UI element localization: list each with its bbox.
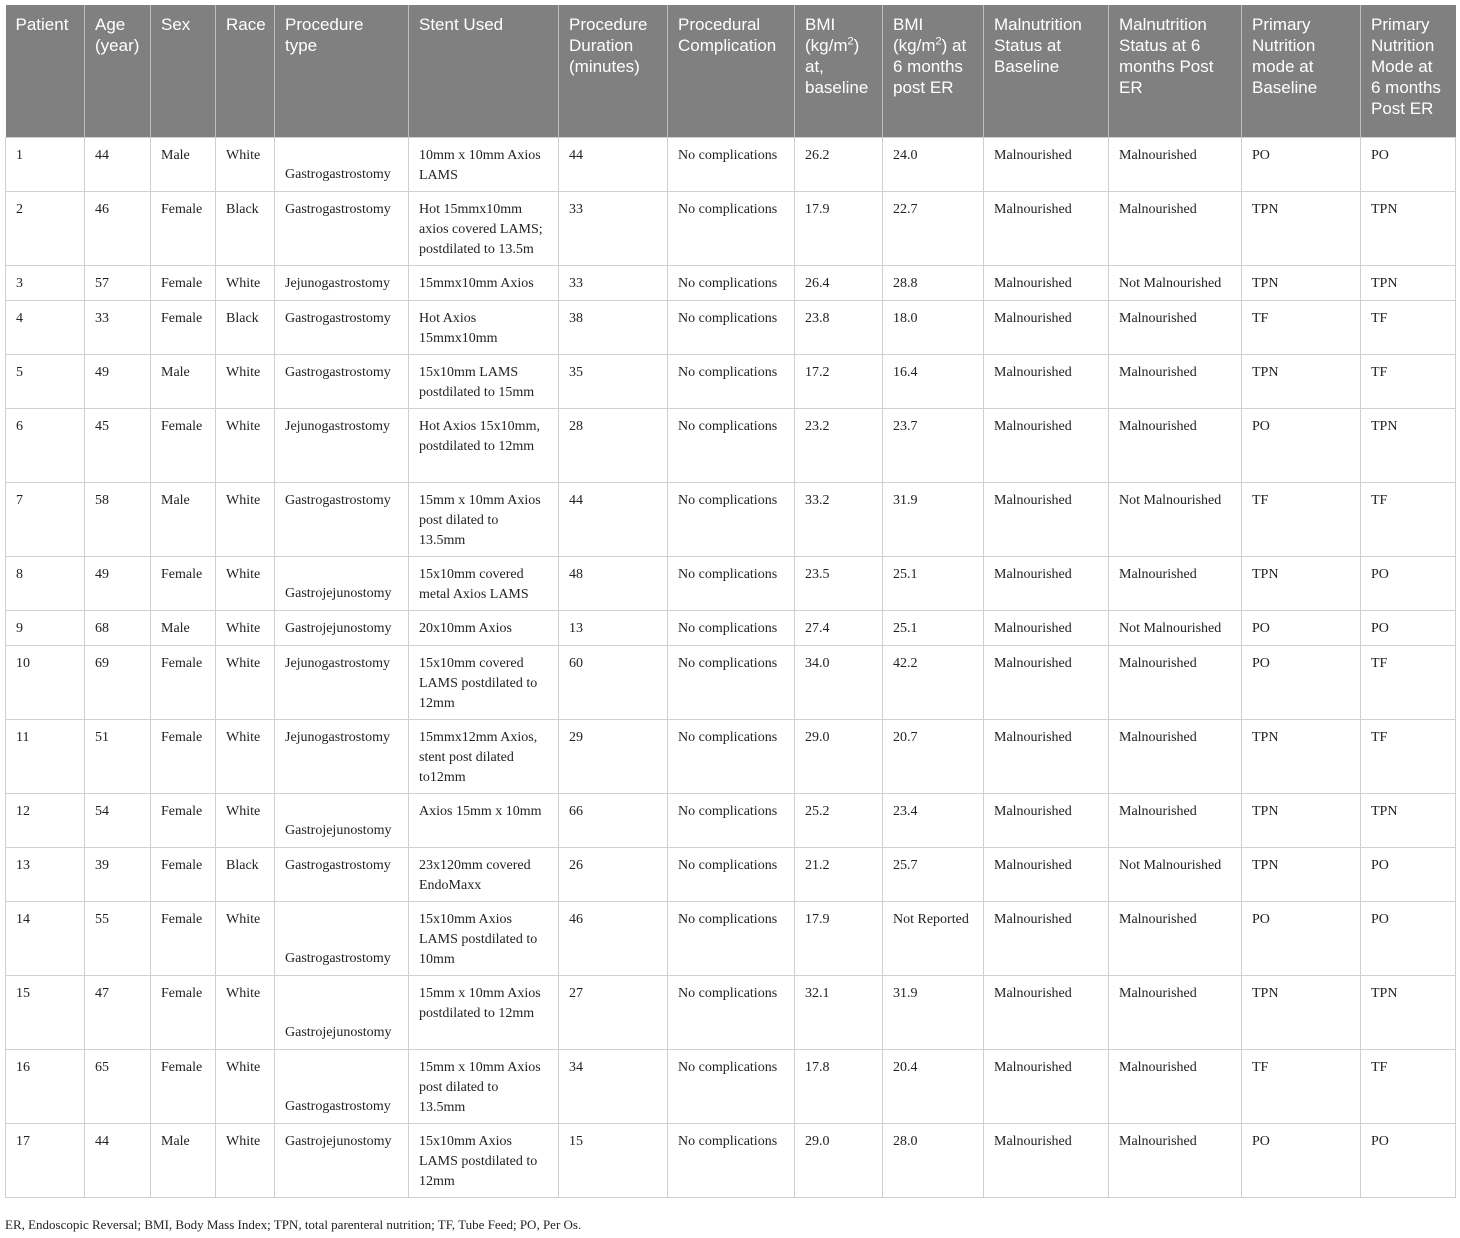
- cell-nutrition-mode-6-months: TF: [1361, 482, 1456, 556]
- cell-nutrition-mode-6-months: PO: [1361, 901, 1456, 975]
- header-bmi-6-months: BMI $(kg/m^2)$ at 6 months post ER: [883, 5, 984, 137]
- cell-malnutrition-6-months: Malnourished: [1109, 408, 1242, 482]
- cell-malnutrition-6-months: Malnourished: [1109, 645, 1242, 719]
- cell-procedure-duration: 15: [559, 1123, 668, 1197]
- cell-race: White: [216, 645, 275, 719]
- cell-malnutrition-baseline: Malnourished: [984, 847, 1109, 901]
- cell-race: White: [216, 975, 275, 1049]
- cell-bmi-6-months: 28.8: [883, 265, 984, 300]
- cell-race: White: [216, 1049, 275, 1123]
- header-row: [6, 5, 1456, 137]
- table-row: [6, 610, 1456, 645]
- cell-race: Black: [216, 847, 275, 901]
- cell-stent-used: 15mmx12mm Axios, stent post dilated to12mm: [409, 719, 559, 793]
- cell-procedural-complication: No complications: [668, 1049, 795, 1123]
- table-row: [6, 137, 1456, 191]
- cell-procedure-duration: 48: [559, 556, 668, 610]
- table-row: [6, 265, 1456, 300]
- cell-sex: Female: [151, 556, 216, 610]
- cell-procedural-complication: No complications: [668, 610, 795, 645]
- table-row: [6, 793, 1456, 847]
- cell-race: White: [216, 610, 275, 645]
- cell-nutrition-mode-baseline: PO: [1242, 901, 1361, 975]
- cell-race: White: [216, 901, 275, 975]
- table-row: [6, 408, 1456, 482]
- cell-malnutrition-6-months: Malnourished: [1109, 719, 1242, 793]
- cell-procedure-duration: 33: [559, 191, 668, 265]
- cell-malnutrition-6-months: Malnourished: [1109, 191, 1242, 265]
- cell-patient: 14: [6, 901, 85, 975]
- cell-bmi-6-months: 28.0: [883, 1123, 984, 1197]
- cell-nutrition-mode-baseline: TPN: [1242, 793, 1361, 847]
- cell-malnutrition-baseline: Malnourished: [984, 975, 1109, 1049]
- cell-bmi-6-months: 22.7: [883, 191, 984, 265]
- cell-patient: 8: [6, 556, 85, 610]
- cell-malnutrition-baseline: Malnourished: [984, 610, 1109, 645]
- cell-procedure-duration: 34: [559, 1049, 668, 1123]
- cell-sex: Female: [151, 408, 216, 482]
- cell-procedure-duration: 44: [559, 137, 668, 191]
- cell-bmi-6-months: 20.7: [883, 719, 984, 793]
- cell-malnutrition-baseline: Malnourished: [984, 408, 1109, 482]
- cell-nutrition-mode-baseline: TF: [1242, 300, 1361, 354]
- table-row: [6, 847, 1456, 901]
- cell-age: 33: [85, 300, 151, 354]
- cell-nutrition-mode-baseline: TPN: [1242, 719, 1361, 793]
- cell-sex: Female: [151, 645, 216, 719]
- cell-stent-used: 15x10mm Axios LAMS postdilated to 12mm: [409, 1123, 559, 1197]
- cell-bmi-6-months: 23.4: [883, 793, 984, 847]
- cell-sex: Female: [151, 901, 216, 975]
- cell-nutrition-mode-baseline: PO: [1242, 137, 1361, 191]
- cell-sex: Female: [151, 975, 216, 1049]
- cell-malnutrition-baseline: Malnourished: [984, 300, 1109, 354]
- cell-stent-used: 15x10mm covered LAMS postdilated to 12mm: [409, 645, 559, 719]
- cell-malnutrition-baseline: Malnourished: [984, 719, 1109, 793]
- cell-nutrition-mode-baseline: TPN: [1242, 975, 1361, 1049]
- cell-bmi-baseline: 23.2: [795, 408, 883, 482]
- cell-procedural-complication: No complications: [668, 191, 795, 265]
- cell-procedure-type: Gastrogastrostomy: [275, 482, 409, 556]
- cell-bmi-baseline: 26.4: [795, 265, 883, 300]
- cell-race: White: [216, 719, 275, 793]
- cell-bmi-baseline: 23.5: [795, 556, 883, 610]
- cell-nutrition-mode-baseline: TPN: [1242, 265, 1361, 300]
- table-row: [6, 556, 1456, 610]
- cell-nutrition-mode-baseline: PO: [1242, 1123, 1361, 1197]
- cell-age: 49: [85, 354, 151, 408]
- cell-bmi-6-months: 25.1: [883, 610, 984, 645]
- header-malnutrition-6-months: Malnutrition Status at 6 months Post ER: [1109, 5, 1242, 137]
- cell-bmi-6-months: 16.4: [883, 354, 984, 408]
- cell-nutrition-mode-baseline: TPN: [1242, 556, 1361, 610]
- cell-procedure-type: Gastrojejunostomy: [275, 556, 409, 610]
- cell-malnutrition-baseline: Malnourished: [984, 1049, 1109, 1123]
- cell-stent-used: 15mm x 10mm Axios postdilated to 12mm: [409, 975, 559, 1049]
- cell-malnutrition-6-months: Malnourished: [1109, 354, 1242, 408]
- cell-age: 57: [85, 265, 151, 300]
- cell-age: 54: [85, 793, 151, 847]
- cell-bmi-6-months: 25.1: [883, 556, 984, 610]
- cell-procedural-complication: No complications: [668, 847, 795, 901]
- cell-procedure-duration: 44: [559, 482, 668, 556]
- cell-bmi-6-months: 42.2: [883, 645, 984, 719]
- cell-malnutrition-6-months: Not Malnourished: [1109, 610, 1242, 645]
- cell-malnutrition-baseline: Malnourished: [984, 793, 1109, 847]
- cell-bmi-baseline: 29.0: [795, 1123, 883, 1197]
- cell-procedure-duration: 28: [559, 408, 668, 482]
- cell-stent-used: 20x10mm Axios: [409, 610, 559, 645]
- cell-stent-used: 15x10mm Axios LAMS postdilated to 10mm: [409, 901, 559, 975]
- cell-malnutrition-baseline: Malnourished: [984, 137, 1109, 191]
- cell-patient: 3: [6, 265, 85, 300]
- cell-age: 68: [85, 610, 151, 645]
- cell-race: White: [216, 482, 275, 556]
- cell-stent-used: Axios 15mm x 10mm: [409, 793, 559, 847]
- cell-procedure-duration: 33: [559, 265, 668, 300]
- cell-procedure-type: Gastrojejunostomy: [275, 610, 409, 645]
- patient-table: [5, 5, 1456, 1198]
- cell-bmi-6-months: 18.0: [883, 300, 984, 354]
- cell-procedure-duration: 38: [559, 300, 668, 354]
- cell-stent-used: Hot Axios 15mmx10mm: [409, 300, 559, 354]
- cell-age: 44: [85, 1123, 151, 1197]
- cell-nutrition-mode-6-months: TPN: [1361, 265, 1456, 300]
- header-bmi-baseline: BMI $(kg/m^2)$ at, baseline: [795, 5, 883, 137]
- cell-stent-used: 15mmx10mm Axios: [409, 265, 559, 300]
- cell-malnutrition-6-months: Not Malnourished: [1109, 265, 1242, 300]
- cell-malnutrition-6-months: Malnourished: [1109, 1123, 1242, 1197]
- cell-sex: Female: [151, 793, 216, 847]
- cell-procedure-duration: 66: [559, 793, 668, 847]
- cell-malnutrition-6-months: Malnourished: [1109, 137, 1242, 191]
- cell-procedure-type: Jejunogastrostomy: [275, 645, 409, 719]
- cell-procedure-type: Jejunogastrostomy: [275, 265, 409, 300]
- cell-malnutrition-6-months: Malnourished: [1109, 300, 1242, 354]
- cell-procedure-duration: 46: [559, 901, 668, 975]
- cell-nutrition-mode-6-months: TPN: [1361, 191, 1456, 265]
- cell-procedure-duration: 60: [559, 645, 668, 719]
- header-nutrition-mode-baseline: Primary Nutrition mode at Baseline: [1242, 5, 1361, 137]
- cell-bmi-baseline: 26.2: [795, 137, 883, 191]
- cell-bmi-baseline: 33.2: [795, 482, 883, 556]
- cell-nutrition-mode-baseline: TF: [1242, 482, 1361, 556]
- table-row: [6, 645, 1456, 719]
- cell-nutrition-mode-baseline: TPN: [1242, 354, 1361, 408]
- cell-stent-used: 15mm x 10mm Axios post dilated to 13.5mm: [409, 1049, 559, 1123]
- cell-bmi-6-months: Not Reported: [883, 901, 984, 975]
- cell-procedural-complication: No complications: [668, 645, 795, 719]
- cell-procedure-type: Gastrogastrostomy: [275, 300, 409, 354]
- header-stent-used: Stent Used: [409, 5, 559, 137]
- cell-malnutrition-6-months: Malnourished: [1109, 556, 1242, 610]
- cell-bmi-baseline: 25.2: [795, 793, 883, 847]
- cell-procedural-complication: No complications: [668, 793, 795, 847]
- cell-bmi-6-months: 31.9: [883, 975, 984, 1049]
- cell-race: Black: [216, 300, 275, 354]
- cell-patient: 17: [6, 1123, 85, 1197]
- cell-race: White: [216, 556, 275, 610]
- cell-nutrition-mode-6-months: TPN: [1361, 975, 1456, 1049]
- cell-procedure-type: Gastrojejunostomy: [275, 1123, 409, 1197]
- cell-sex: Male: [151, 610, 216, 645]
- cell-nutrition-mode-6-months: TF: [1361, 300, 1456, 354]
- cell-procedural-complication: No complications: [668, 354, 795, 408]
- table-body: [6, 137, 1456, 1197]
- cell-patient: 12: [6, 793, 85, 847]
- cell-age: 58: [85, 482, 151, 556]
- cell-procedure-duration: 27: [559, 975, 668, 1049]
- cell-procedure-type: Gastrojejunostomy: [275, 975, 409, 1049]
- cell-bmi-baseline: 17.9: [795, 191, 883, 265]
- cell-malnutrition-6-months: Not Malnourished: [1109, 847, 1242, 901]
- cell-sex: Female: [151, 719, 216, 793]
- cell-age: 46: [85, 191, 151, 265]
- cell-sex: Female: [151, 1049, 216, 1123]
- cell-procedure-type: Jejunogastrostomy: [275, 719, 409, 793]
- cell-sex: Male: [151, 354, 216, 408]
- cell-nutrition-mode-baseline: PO: [1242, 645, 1361, 719]
- cell-nutrition-mode-6-months: TF: [1361, 1049, 1456, 1123]
- cell-procedure-type: Gastrojejunostomy: [275, 793, 409, 847]
- cell-bmi-6-months: 25.7: [883, 847, 984, 901]
- cell-patient: 6: [6, 408, 85, 482]
- cell-age: 69: [85, 645, 151, 719]
- cell-sex: Female: [151, 300, 216, 354]
- table-row: [6, 719, 1456, 793]
- cell-age: 47: [85, 975, 151, 1049]
- cell-bmi-baseline: 32.1: [795, 975, 883, 1049]
- cell-nutrition-mode-baseline: TPN: [1242, 847, 1361, 901]
- cell-bmi-baseline: 29.0: [795, 719, 883, 793]
- cell-bmi-baseline: 17.2: [795, 354, 883, 408]
- cell-malnutrition-baseline: Malnourished: [984, 265, 1109, 300]
- cell-bmi-baseline: 27.4: [795, 610, 883, 645]
- cell-procedural-complication: No complications: [668, 901, 795, 975]
- cell-malnutrition-6-months: Malnourished: [1109, 901, 1242, 975]
- cell-bmi-6-months: 23.7: [883, 408, 984, 482]
- table-row: [6, 901, 1456, 975]
- cell-malnutrition-baseline: Malnourished: [984, 1123, 1109, 1197]
- cell-procedure-duration: 29: [559, 719, 668, 793]
- header-nutrition-mode-6-months: Primary Nutrition Mode at 6 months Post ER: [1361, 5, 1456, 137]
- cell-bmi-baseline: 23.8: [795, 300, 883, 354]
- cell-race: White: [216, 408, 275, 482]
- cell-procedure-type: Jejunogastrostomy: [275, 408, 409, 482]
- cell-patient: 9: [6, 610, 85, 645]
- cell-stent-used: 15mm x 10mm Axios post dilated to 13.5mm: [409, 482, 559, 556]
- cell-procedural-complication: No complications: [668, 265, 795, 300]
- cell-nutrition-mode-6-months: PO: [1361, 1123, 1456, 1197]
- header-procedure-type: Procedure type: [275, 5, 409, 137]
- cell-nutrition-mode-6-months: TF: [1361, 719, 1456, 793]
- cell-bmi-baseline: 17.8: [795, 1049, 883, 1123]
- cell-stent-used: 10mm x 10mm Axios LAMS: [409, 137, 559, 191]
- cell-procedure-type: Gastrogastrostomy: [275, 354, 409, 408]
- cell-malnutrition-6-months: Malnourished: [1109, 1049, 1242, 1123]
- cell-sex: Female: [151, 847, 216, 901]
- cell-malnutrition-6-months: Malnourished: [1109, 793, 1242, 847]
- cell-procedure-duration: 26: [559, 847, 668, 901]
- header-malnutrition-baseline: Malnutrition Status at Baseline: [984, 5, 1109, 137]
- cell-patient: 11: [6, 719, 85, 793]
- cell-bmi-6-months: 24.0: [883, 137, 984, 191]
- cell-malnutrition-baseline: Malnourished: [984, 901, 1109, 975]
- cell-bmi-baseline: 21.2: [795, 847, 883, 901]
- table-row: [6, 1049, 1456, 1123]
- cell-nutrition-mode-6-months: TPN: [1361, 408, 1456, 482]
- cell-malnutrition-baseline: Malnourished: [984, 191, 1109, 265]
- cell-procedural-complication: No complications: [668, 408, 795, 482]
- cell-race: White: [216, 793, 275, 847]
- cell-malnutrition-6-months: Not Malnourished: [1109, 482, 1242, 556]
- cell-malnutrition-6-months: Malnourished: [1109, 975, 1242, 1049]
- table-row: [6, 1123, 1456, 1197]
- cell-bmi-baseline: 34.0: [795, 645, 883, 719]
- cell-race: White: [216, 137, 275, 191]
- cell-age: 44: [85, 137, 151, 191]
- cell-procedure-duration: 35: [559, 354, 668, 408]
- table-row: [6, 482, 1456, 556]
- header-age: Age (year): [85, 5, 151, 137]
- cell-procedural-complication: No complications: [668, 137, 795, 191]
- cell-procedure-type: Gastrogastrostomy: [275, 191, 409, 265]
- cell-procedural-complication: No complications: [668, 300, 795, 354]
- cell-nutrition-mode-6-months: PO: [1361, 847, 1456, 901]
- cell-nutrition-mode-6-months: PO: [1361, 556, 1456, 610]
- cell-procedure-type: Gastrogastrostomy: [275, 1049, 409, 1123]
- table-row: [6, 354, 1456, 408]
- header-sex: Sex: [151, 5, 216, 137]
- header-patient: Patient: [6, 5, 85, 137]
- cell-procedural-complication: No complications: [668, 975, 795, 1049]
- cell-patient: 2: [6, 191, 85, 265]
- cell-nutrition-mode-baseline: TF: [1242, 1049, 1361, 1123]
- cell-procedure-type: Gastrogastrostomy: [275, 847, 409, 901]
- cell-bmi-baseline: 17.9: [795, 901, 883, 975]
- cell-procedure-duration: 13: [559, 610, 668, 645]
- header-procedural-complication: Procedural Complication: [668, 5, 795, 137]
- cell-stent-used: Hot 15mmx10mm axios covered LAMS; postdilated to 13.5m: [409, 191, 559, 265]
- cell-sex: Male: [151, 1123, 216, 1197]
- cell-bmi-6-months: 20.4: [883, 1049, 984, 1123]
- cell-nutrition-mode-6-months: PO: [1361, 137, 1456, 191]
- cell-patient: 4: [6, 300, 85, 354]
- cell-sex: Male: [151, 137, 216, 191]
- cell-malnutrition-baseline: Malnourished: [984, 645, 1109, 719]
- cell-procedural-complication: No complications: [668, 719, 795, 793]
- cell-nutrition-mode-6-months: PO: [1361, 610, 1456, 645]
- cell-patient: 13: [6, 847, 85, 901]
- cell-malnutrition-baseline: Malnourished: [984, 556, 1109, 610]
- cell-patient: 5: [6, 354, 85, 408]
- cell-patient: 1: [6, 137, 85, 191]
- cell-procedure-type: Gastrogastrostomy: [275, 137, 409, 191]
- table-footnote: ER, Endoscopic Reversal; BMI, Body Mass Index; TPN, total parenteral nutrition; TF, Tube Feed; PO, Per Os.: [5, 1217, 582, 1232]
- cell-patient: 7: [6, 482, 85, 556]
- cell-nutrition-mode-baseline: TPN: [1242, 191, 1361, 265]
- cell-nutrition-mode-baseline: PO: [1242, 610, 1361, 645]
- cell-patient: 15: [6, 975, 85, 1049]
- cell-malnutrition-baseline: Malnourished: [984, 354, 1109, 408]
- cell-sex: Female: [151, 265, 216, 300]
- cell-stent-used: 15x10mm covered metal Axios LAMS: [409, 556, 559, 610]
- cell-procedure-type: Gastrogastrostomy: [275, 901, 409, 975]
- cell-age: 51: [85, 719, 151, 793]
- cell-age: 39: [85, 847, 151, 901]
- cell-race: White: [216, 265, 275, 300]
- cell-stent-used: 23x120mm covered EndoMaxx: [409, 847, 559, 901]
- cell-nutrition-mode-baseline: PO: [1242, 408, 1361, 482]
- cell-nutrition-mode-6-months: TF: [1361, 354, 1456, 408]
- cell-procedural-complication: No complications: [668, 482, 795, 556]
- header-race: Race: [216, 5, 275, 137]
- cell-procedural-complication: No complications: [668, 556, 795, 610]
- cell-patient: 10: [6, 645, 85, 719]
- cell-sex: Male: [151, 482, 216, 556]
- header-procedure-duration: Procedure Duration (minutes): [559, 5, 668, 137]
- table-row: [6, 300, 1456, 354]
- cell-sex: Female: [151, 191, 216, 265]
- cell-procedural-complication: No complications: [668, 1123, 795, 1197]
- cell-race: Black: [216, 191, 275, 265]
- cell-race: White: [216, 1123, 275, 1197]
- cell-bmi-6-months: 31.9: [883, 482, 984, 556]
- cell-age: 49: [85, 556, 151, 610]
- cell-malnutrition-baseline: Malnourished: [984, 482, 1109, 556]
- cell-patient: 16: [6, 1049, 85, 1123]
- cell-stent-used: Hot Axios 15x10mm, postdilated to 12mm: [409, 408, 559, 482]
- cell-stent-used: 15x10mm LAMS postdilated to 15mm: [409, 354, 559, 408]
- cell-race: White: [216, 354, 275, 408]
- cell-age: 45: [85, 408, 151, 482]
- table-row: [6, 191, 1456, 265]
- cell-nutrition-mode-6-months: TPN: [1361, 793, 1456, 847]
- cell-age: 65: [85, 1049, 151, 1123]
- table-row: [6, 975, 1456, 1049]
- cell-age: 55: [85, 901, 151, 975]
- cell-nutrition-mode-6-months: TF: [1361, 645, 1456, 719]
